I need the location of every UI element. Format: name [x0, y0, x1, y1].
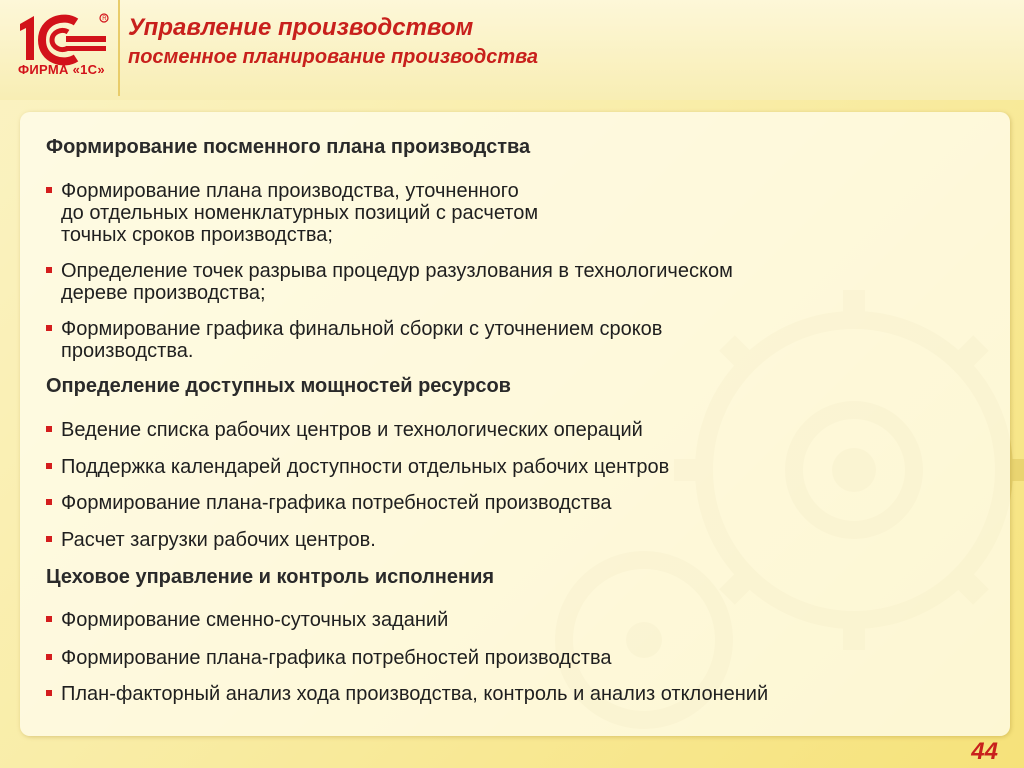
bullet-square-icon [46, 267, 52, 273]
logo-caption: ФИРМА «1С» [18, 62, 105, 77]
bullet-square-icon [46, 426, 52, 432]
slide-subtitle: посменное планирование производства [128, 46, 539, 68]
list-item [46, 318, 966, 362]
list-item-text: Формирование плана производства, уточненного до отдельных номенклатурных позиций с расчетом точных сроков производства; [61, 180, 539, 246]
list-item-text: Формирование сменно-суточных заданий [61, 609, 449, 631]
bullet-square-icon [46, 654, 52, 660]
list-item-text: Формирование графика финальной сборки с уточнением сроков производства. [61, 318, 663, 362]
list-item [46, 609, 966, 631]
section-heading-capacity: Определение доступных мощностей ресурсов [46, 375, 511, 397]
bullet-square-icon [46, 499, 52, 505]
list-item-text: Поддержка календарей доступности отдельных рабочих центров [61, 456, 670, 478]
list-item [46, 260, 966, 304]
list-item [46, 529, 966, 551]
list-item-text: Ведение списка рабочих центров и технологических операций [61, 419, 643, 441]
bullet-square-icon [46, 187, 52, 193]
bullet-square-icon [46, 616, 52, 622]
svg-text:R: R [102, 16, 107, 22]
list-item [46, 419, 966, 441]
list-item-text: Расчет загрузки рабочих центров. [61, 529, 376, 551]
list-item-text: Формирование плана-графика потребностей производства [61, 647, 612, 669]
bullet-square-icon [46, 463, 52, 469]
list-item [46, 683, 966, 705]
list-item-text: План-факторный анализ хода производства, контроль и анализ отклонений [61, 683, 769, 705]
bullet-square-icon [46, 325, 52, 331]
header-divider [118, 0, 120, 96]
bullet-square-icon [46, 536, 52, 542]
section-heading-shift-plan: Формирование посменного плана производства [46, 136, 531, 158]
bullet-square-icon [46, 690, 52, 696]
slide-header [0, 0, 1024, 100]
list-item [46, 492, 966, 514]
list-item [46, 456, 966, 478]
page-number: 44 [971, 738, 998, 765]
list-item-text: Определение точек разрыва процедур разузлования в технологическом дереве производства; [61, 260, 733, 304]
list-item [46, 647, 966, 669]
list-item-text: Формирование плана-графика потребностей производства [61, 492, 612, 514]
list-item [46, 180, 966, 246]
slide-title: Управление производством [128, 14, 474, 41]
section-heading-shop-control: Цеховое управление и контроль исполнения [46, 566, 495, 588]
